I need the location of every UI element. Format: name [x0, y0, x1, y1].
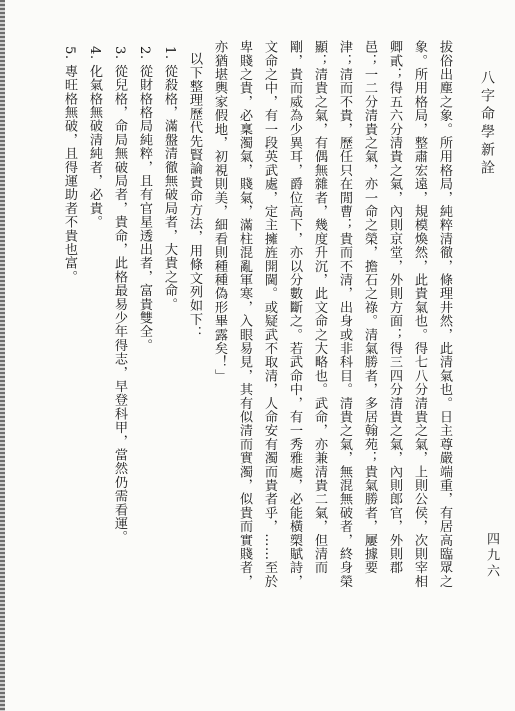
paragraph-line: 卑賤之貴，必稟濁氣，賤氣，滿柱混亂軍寒，入眼易見，其有似清而實濁，似貴而實賤者，	[237, 40, 252, 588]
page-number: 四九六	[484, 532, 499, 580]
paragraph-line: 文命之中，有一段英武處，定主擁旌開閫。或疑武不取清，人命安有濁而貴者乎，……至於	[262, 40, 277, 588]
list-item: 3. 從兒格，命局無破局者，貴命，此格最易少年得志，早登科甲，當然仍需看運。	[112, 46, 127, 544]
paragraph-line: 象。所用格局，整肅宏遠，規模煥然，此貴氣也。得七八分清貴之氣，上則公侯，次則宰相	[412, 40, 427, 588]
paragraph-line: 顯；清貴之氣，有偶無雜者，幾度升沉，此文命之大略也。武命，亦兼清貴二氣，但清而	[312, 40, 327, 575]
paragraph-line: 剛，貴而威為少異耳，爵位高下，亦以分數斷之。若武命中，有一秀雅處，必能橫槊賦詩，	[287, 40, 302, 588]
list-item: 5. 專旺格無破，且得運助者不貴也富。	[62, 46, 77, 284]
body-text	[57, 40, 457, 680]
page-binding-edge	[0, 0, 5, 711]
list-item: 1. 從殺格，滿盤清徹無破局者，大貴之命。	[162, 46, 177, 311]
paragraph-line: 亦猶堪輿家假地，初視則美，細看則種種偽形畢露矣！」	[212, 40, 227, 383]
book-title: 八字命學新詮	[479, 70, 495, 178]
paragraph-line: 津；清而不貴，歷任只在閒曹；貴而不清，出身或非科目。清貴之氣，無混無破者，終身榮	[337, 40, 352, 588]
paragraph-line: 拔俗出塵之象。所用格局，純粹清徹，條理井然，此清氣也。日主尊嚴端重，有居高臨眾之	[437, 40, 452, 588]
paragraph-line: 邑；一二分清貴之氣，亦一命之榮，擔石之祿。清氣勝者，多居翰苑；貴氣勝者，屢據要	[362, 40, 377, 575]
paragraph-line: 卿貳；得五六分清貴之氣，內則京堂，外則方面；得三四分清貴之氣，內則郎官，外則郡	[387, 40, 402, 575]
list-item: 2. 從財格格局純粹，且有官星透出者，富貴雙全。	[137, 46, 152, 352]
list-item: 4. 化氣格無破清純者，必貴。	[87, 46, 102, 229]
intro-line: 以下整理歷代先賢論貴命方法，用條文列如下：	[187, 52, 202, 340]
